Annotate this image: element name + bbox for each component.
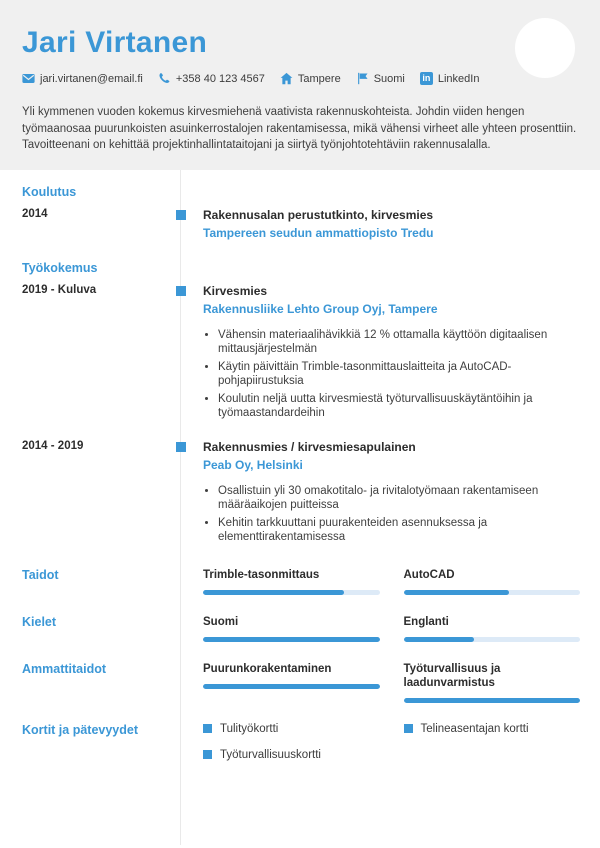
skill-item <box>203 568 380 595</box>
contact-email-label: jari.virtanen@email.fi <box>40 72 143 85</box>
professional-skill-bar <box>404 698 581 703</box>
timeline-marker-icon <box>176 210 186 220</box>
language-bar <box>404 637 581 642</box>
contact-linkedin-label: LinkedIn <box>437 72 480 85</box>
section-heading-cards: Kortit ja pätevyydet <box>22 723 139 737</box>
language-name: Suomi <box>203 616 239 628</box>
contact-linkedin[interactable] <box>420 72 480 85</box>
flag-icon <box>356 72 369 85</box>
education-entry <box>0 208 600 241</box>
professional-skill-bar-fill <box>404 698 581 703</box>
contact-email[interactable] <box>22 72 143 85</box>
email-icon <box>22 72 35 85</box>
square-bullet-icon <box>203 724 212 733</box>
language-item <box>203 615 380 642</box>
section-heading-skills: Taidot <box>22 568 59 582</box>
language-item <box>404 615 581 642</box>
contact-country[interactable] <box>356 72 405 85</box>
section-professional-skills <box>0 662 600 703</box>
entry-company-link[interactable]: Rakennusliike Lehto Group Oyj, Tampere <box>203 302 438 316</box>
contact-phone[interactable] <box>158 72 265 85</box>
contact-location[interactable] <box>280 72 341 85</box>
professional-skill-name: Puurunkorakentaminen <box>203 663 332 675</box>
section-heading-professional-skills: Ammattitaidot <box>22 662 107 676</box>
skill-bar-fill <box>203 590 344 595</box>
phone-icon <box>158 72 171 85</box>
linkedin-icon <box>420 72 433 85</box>
entry-bullet-list <box>218 484 580 544</box>
skill-name: AutoCAD <box>403 569 455 581</box>
section-experience <box>0 261 600 275</box>
section-education <box>0 185 600 199</box>
home-icon <box>280 72 293 85</box>
entry-period: 2014 <box>22 208 48 220</box>
language-bar <box>203 637 380 642</box>
section-heading-languages: Kielet <box>22 615 57 629</box>
card-item <box>404 723 581 735</box>
card-label: Telineasentajan kortti <box>420 723 529 735</box>
language-name: Englanti <box>403 616 449 628</box>
card-item <box>203 723 380 735</box>
contact-country-label: Suomi <box>373 72 405 85</box>
section-heading-education: Koulutus <box>22 185 77 199</box>
entry-bullet-list <box>218 328 580 420</box>
card-column <box>203 723 380 775</box>
card-item <box>203 749 380 761</box>
section-languages <box>0 615 600 642</box>
entry-period: 2014 - 2019 <box>22 440 84 452</box>
experience-entry <box>0 440 600 548</box>
entry-company-link[interactable]: Peab Oy, Helsinki <box>203 458 303 472</box>
bullet-item: • Osallistuin yli 30 omakotitalo- ja rivitalotyömaan rakentamiseen määräaikojen puitteissa <box>218 484 580 512</box>
section-skills <box>0 568 600 595</box>
experience-entry <box>0 284 600 424</box>
entry-title: Rakennusmies / kirvesmiesapulainen <box>203 440 416 454</box>
timeline-marker-icon <box>176 286 186 296</box>
bullet-item: • Käytin päivittäin Trimble-tasonmittauslaitteita ja AutoCAD-pohjapiirustuksia <box>218 360 580 388</box>
language-bar-fill <box>404 637 475 642</box>
skill-item <box>404 568 581 595</box>
card-label: Tulityökortti <box>220 723 279 735</box>
avatar <box>515 18 575 78</box>
language-bar-fill <box>203 637 380 642</box>
skill-bar <box>203 590 380 595</box>
skill-bar-fill <box>404 590 510 595</box>
professional-skill-name: Työturvallisuus ja laadunvarmistus <box>403 663 501 689</box>
contact-row <box>22 72 578 85</box>
entry-title: Rakennusalan perustutkinto, kirvesmies <box>203 208 434 222</box>
bullet-item: • Koulutin neljä uutta kirvesmiestä työturvallisuuskäytäntöihin ja työmaastandardeihin <box>218 392 580 420</box>
page-title: Jari Virtanen <box>22 26 208 59</box>
entry-title: Kirvesmies <box>203 284 268 298</box>
square-bullet-icon <box>203 750 212 759</box>
section-cards <box>0 723 600 775</box>
square-bullet-icon <box>404 724 413 733</box>
resume-body <box>0 170 600 775</box>
professional-skill-item <box>203 662 380 703</box>
bullet-item: • Kehitin tarkkuuttani puurakenteiden asennuksessa ja elementtirakentamisessa <box>218 516 580 544</box>
timeline-marker-icon <box>176 442 186 452</box>
bullet-item: • Vähensin materiaalihävikkiä 12 % ottamalla käyttöön digitaalisen mittausjärjestelmän <box>218 328 580 356</box>
professional-skill-bar <box>203 684 380 689</box>
section-heading-experience: Työkokemus <box>22 261 98 275</box>
entry-school-link[interactable]: Tampereen seudun ammattiopisto Tredu <box>203 226 434 240</box>
professional-skill-item <box>404 662 581 703</box>
profile-summary: Yli kymmenen vuoden kokemus kirvesmiehenä vaativista rakennuskohteista. Johdin viiden hengen työmaanosaa puurunkoisten asuinkerrostalojen rakentamisessa, mikä vähensi virheet alle yhteen prosenttiin. Tavoitteenani on kehittää projektinhallintataitojani ja siirtyä työnjohtotehtäviin rakennusalalla. <box>22 106 577 151</box>
contact-location-label: Tampere <box>297 72 341 85</box>
professional-skill-bar-fill <box>203 684 380 689</box>
skill-name: Trimble-tasonmittaus <box>203 569 320 581</box>
header <box>0 0 600 170</box>
contact-phone-label: +358 40 123 4567 <box>175 72 265 85</box>
card-column <box>404 723 581 775</box>
skill-bar <box>404 590 581 595</box>
card-label: Työturvallisuuskortti <box>220 749 321 761</box>
entry-period: 2019 - Kuluva <box>22 284 97 296</box>
